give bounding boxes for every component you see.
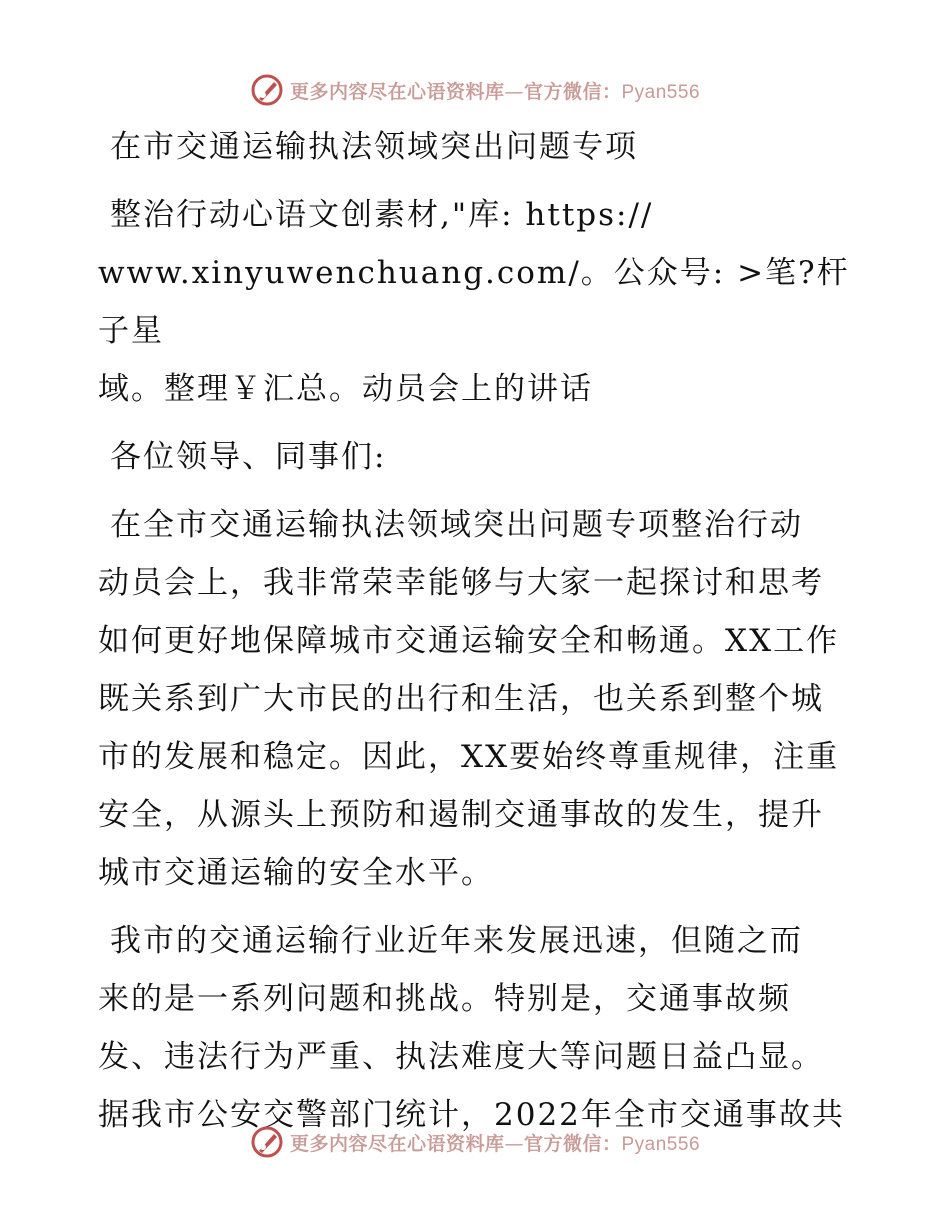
title-line-2: 整治行动心语文创素材,"库: https://	[110, 197, 654, 233]
paragraph-line: 既关系到广大市民的出行和生活，也关系到整个城	[98, 681, 824, 717]
paragraph-line: 在全市交通运输执法领域突出问题专项整治行动	[110, 507, 803, 543]
paragraph-line: 据我市公安交警部门统计，2022年全市交通事故共	[98, 1097, 845, 1133]
title-line-1: 在市交通运输执法领域突出问题专项	[110, 129, 638, 165]
title-line-4: 域。整理￥汇总。动员会上的讲话	[98, 371, 593, 407]
watermark-text: 更多内容尽在心语资料库—官方微信：Pyan556	[289, 1132, 701, 1155]
footer-watermark	[0, 1122, 950, 1162]
watermark-text: 更多内容尽在心语资料库—官方微信：Pyan556	[289, 80, 701, 103]
paragraph-line: 我市的交通运输行业近年来发展迅速，但随之而	[110, 923, 803, 959]
quill-logo-icon	[250, 1125, 284, 1159]
quill-logo-icon	[250, 73, 284, 107]
paragraph-line: 发、违法行为严重、执法难度大等问题日益凸显。	[98, 1039, 824, 1075]
paragraph-line: 安全，从源头上预防和遏制交通事故的发生，提升	[98, 797, 824, 833]
paragraph-line: 市的发展和稳定。因此，XX要始终尊重规律，注重	[98, 739, 840, 775]
paragraph-line: 城市交通运输的安全水平。	[98, 855, 494, 891]
paragraph-line: 动员会上，我非常荣幸能够与大家一起探讨和思考	[98, 565, 824, 601]
header-watermark	[0, 70, 950, 110]
paragraph-line: 如何更好地保障城市交通运输安全和畅通。XX工作	[98, 623, 840, 659]
paragraph-line: 来的是一系列问题和挑战。特别是，交通事故频	[98, 981, 791, 1017]
title-line-3: www.xinyuwenchuang.com/。公众号: >笔?杆子星	[98, 255, 850, 349]
document-body	[98, 118, 858, 1144]
salutation: 各位领导、同事们:	[110, 439, 387, 475]
